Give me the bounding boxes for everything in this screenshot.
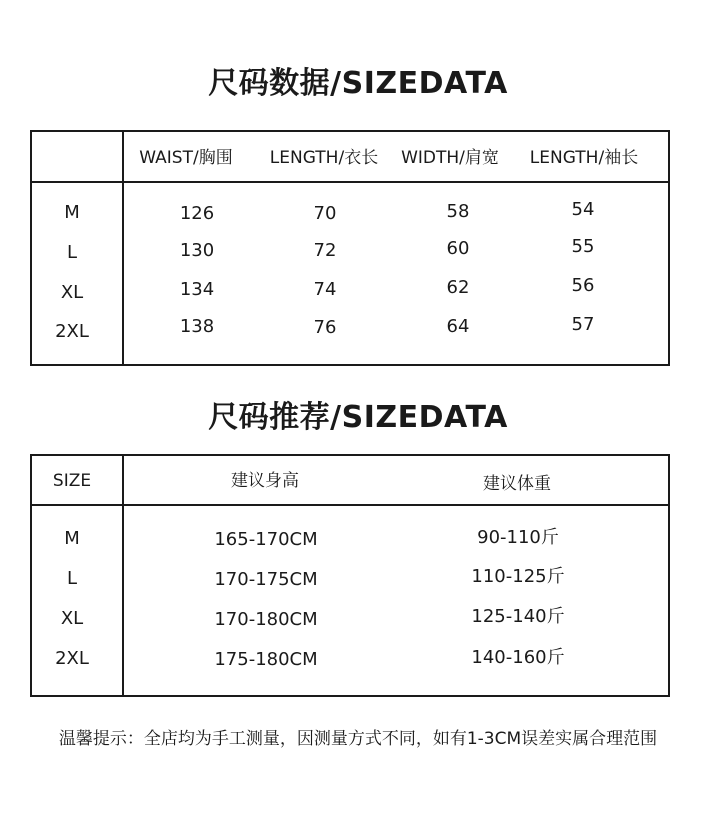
header-weight: 建议体重 [483,474,551,494]
width-value: 60 [446,238,470,259]
row-size-l: L [66,242,78,263]
waist-value: 134 [179,279,215,300]
weight-value: 125-140斤 [471,606,565,627]
header-divider [32,504,668,506]
width-value: 62 [446,277,470,298]
sleeve-value: 57 [571,314,595,335]
height-value: 165-170CM [214,529,318,550]
sleeve-value: 54 [571,199,595,220]
row-size-m: M [64,202,80,223]
waist-value: 126 [179,203,215,224]
width-value: 64 [446,316,470,337]
row-size-xl: XL [60,282,84,303]
size-recommend-table [30,454,670,697]
header-height: 建议身高 [231,471,299,491]
header-waist: WAIST/胸围 [139,148,233,168]
header-sleeve: LENGTH/袖长 [529,148,639,168]
size-recommend-title: 尺码推荐/SIZEDATA [208,400,508,435]
weight-value: 90-110斤 [477,527,559,548]
length-value: 70 [313,203,337,224]
sleeve-value: 56 [571,275,595,296]
sleeve-value: 55 [571,236,595,257]
measurement-note: 温馨提示：全店均为手工测量，因测量方式不同，如有1-3CM误差实属合理范围 [58,729,658,749]
row-size-2xl: 2XL [55,321,89,342]
height-value: 170-180CM [214,609,318,630]
row-size-xl: XL [60,608,84,629]
length-value: 74 [313,279,337,300]
waist-value: 130 [179,240,215,261]
column-divider [122,456,124,695]
size-data-table [30,130,670,366]
length-value: 72 [313,240,337,261]
header-size: SIZE [52,471,92,491]
size-data-title: 尺码数据/SIZEDATA [208,66,508,101]
header-divider [32,181,668,183]
weight-value: 140-160斤 [471,647,565,668]
row-size-l: L [66,568,78,589]
row-size-2xl: 2XL [55,648,89,669]
width-value: 58 [446,201,470,222]
column-divider [122,132,124,364]
header-length: LENGTH/衣长 [269,148,379,168]
header-width: WIDTH/肩宽 [401,148,499,168]
height-value: 175-180CM [214,649,318,670]
row-size-m: M [64,528,80,549]
length-value: 76 [313,317,337,338]
height-value: 170-175CM [214,569,318,590]
waist-value: 138 [179,316,215,337]
weight-value: 110-125斤 [471,566,565,587]
